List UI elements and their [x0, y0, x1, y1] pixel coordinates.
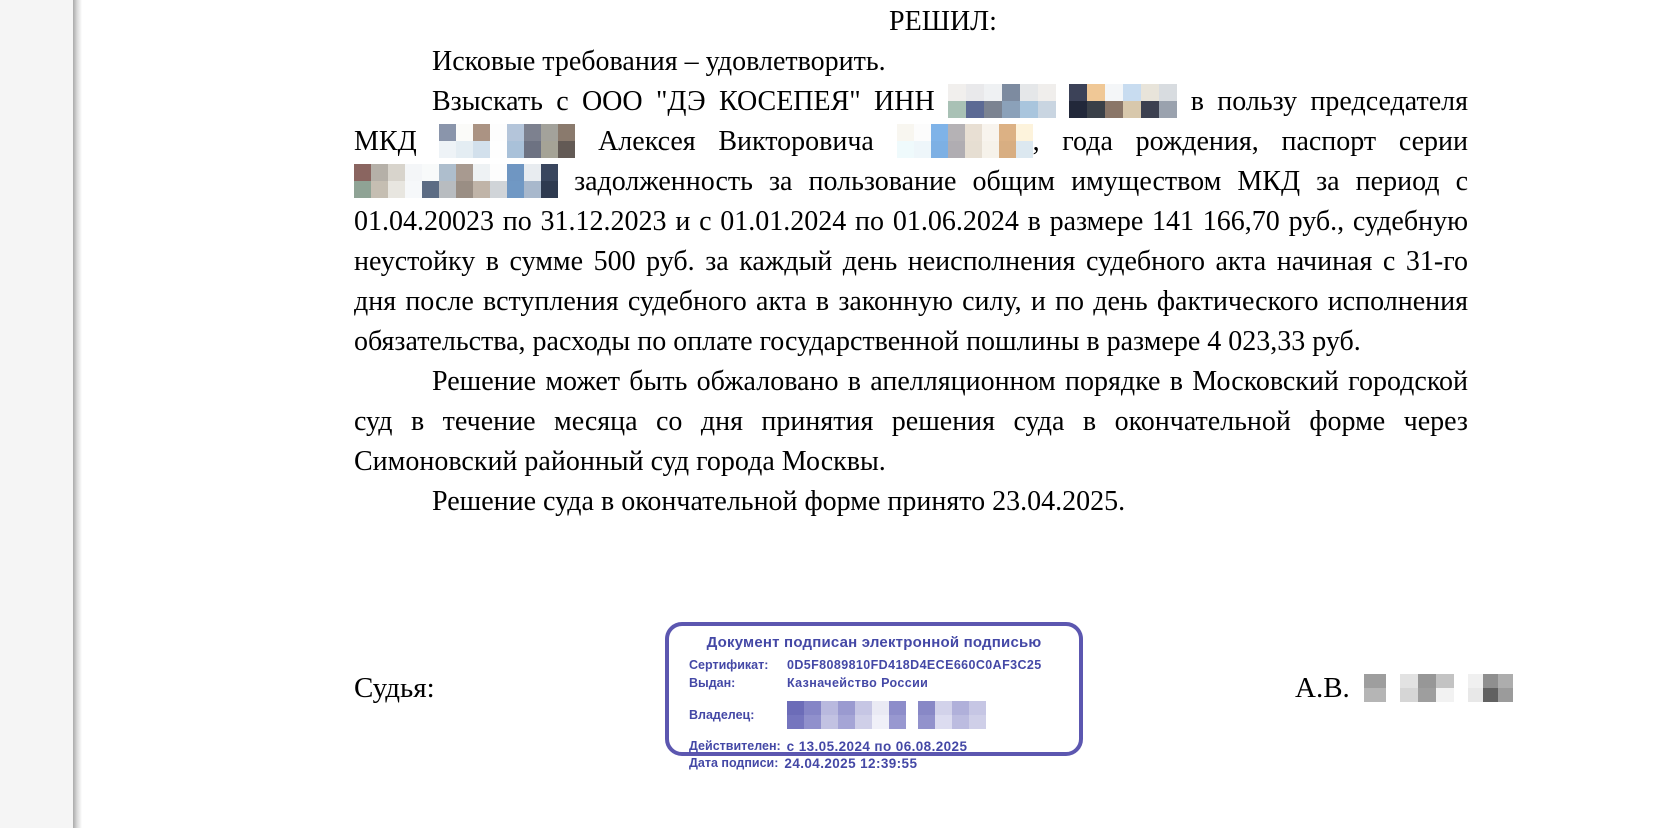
judge-name — [1295, 672, 1513, 705]
stamp-signdate-label: Дата подписи: — [689, 756, 779, 770]
paragraph-satisfy — [354, 42, 1468, 82]
redacted-passport-series — [354, 164, 558, 198]
document-page — [82, 0, 1666, 828]
stamp-issuer-label: Выдан: — [689, 676, 736, 690]
redacted-judge-name-part3 — [1468, 674, 1513, 702]
stamp-row-owner — [689, 701, 1079, 729]
paragraph-appeal — [354, 362, 1468, 482]
operative-text-a: Взыскать с ООО "ДЭ КОСЕПЕЯ" ИНН — [432, 86, 935, 117]
stamp-certificate-value: 0D5F8089810FD418D4ECE660C0AF3C25 — [787, 658, 1042, 672]
redacted-inn-part1 — [948, 84, 1056, 118]
paragraph-final-form-text: Решение суда в окончательной форме принято 23.04.2025. — [432, 486, 1126, 517]
redacted-owner-part1 — [787, 701, 906, 729]
stamp-row-validity — [689, 738, 1079, 755]
redacted-patronymic-tail — [897, 124, 1033, 158]
operative-text-e: задолженность за пользование общим имуществом МКД за период с 01.04.20023 по 31.12.2023 и с 01.01.2024 по 01.06.2024 в размере 141 166,70 руб., судебную неустойку в сумме 500 руб. за каждый день неисполнения судебного акта начиная с 31-го дня после вступления судебного акта в законную силу, и по день фактического исполнения обязательства, расходы по оплате государственной пошлины в размере 4 023,33 руб. — [354, 166, 1468, 357]
section-heading: РЕШИЛ: — [889, 6, 997, 37]
stamp-validity-value: с 13.05.2024 по 06.08.2025 — [786, 739, 968, 754]
stamp-row-issuer — [689, 674, 1079, 692]
page-edge-shadow — [73, 0, 82, 828]
redacted-judge-name-part1 — [1364, 674, 1386, 702]
operative-text-b: в пользу председателя МКД — [354, 86, 1468, 157]
paragraph-final-form — [354, 482, 1468, 522]
signature-stamp-rows — [689, 656, 1079, 772]
redacted-judge-name-part2 — [1400, 674, 1454, 702]
paragraph-appeal-text: Решение может быть обжаловано в апелляционном порядке в Московский городской суд в течение месяца со дня принятия решения суда в окончательной форме через Симоновский районный суд города Москвы. — [354, 366, 1468, 477]
viewer-gutter — [0, 0, 73, 828]
operative-text-d: , года рождения, паспорт серии — [1032, 126, 1469, 157]
stamp-validity-label: Действителен: — [689, 739, 781, 753]
stamp-row-signdate — [689, 755, 1079, 772]
redacted-inn-part2 — [1069, 84, 1177, 118]
judge-label: Судья: — [354, 672, 435, 704]
paragraph-satisfy-text: Исковые требования – удовлетворить. — [432, 46, 886, 77]
judge-initials: А.В. — [1295, 672, 1350, 704]
document-body — [354, 2, 1468, 522]
redacted-owner-part2 — [918, 701, 986, 729]
signature-stamp — [665, 622, 1083, 771]
stamp-signdate-value: 24.04.2025 12:39:55 — [784, 756, 918, 771]
stamp-issuer-value: Казначейство России — [787, 676, 929, 690]
stamp-row-certificate — [689, 656, 1079, 674]
signature-stamp-title: Документ подписан электронной подписью — [706, 634, 1042, 651]
stamp-certificate-label: Сертификат: — [689, 658, 769, 672]
redacted-mkd-name — [439, 124, 575, 158]
operative-text-c: Алексея Викторовича — [598, 126, 874, 157]
paragraph-operative — [354, 82, 1468, 362]
stamp-owner-label: Владелец: — [689, 708, 755, 722]
